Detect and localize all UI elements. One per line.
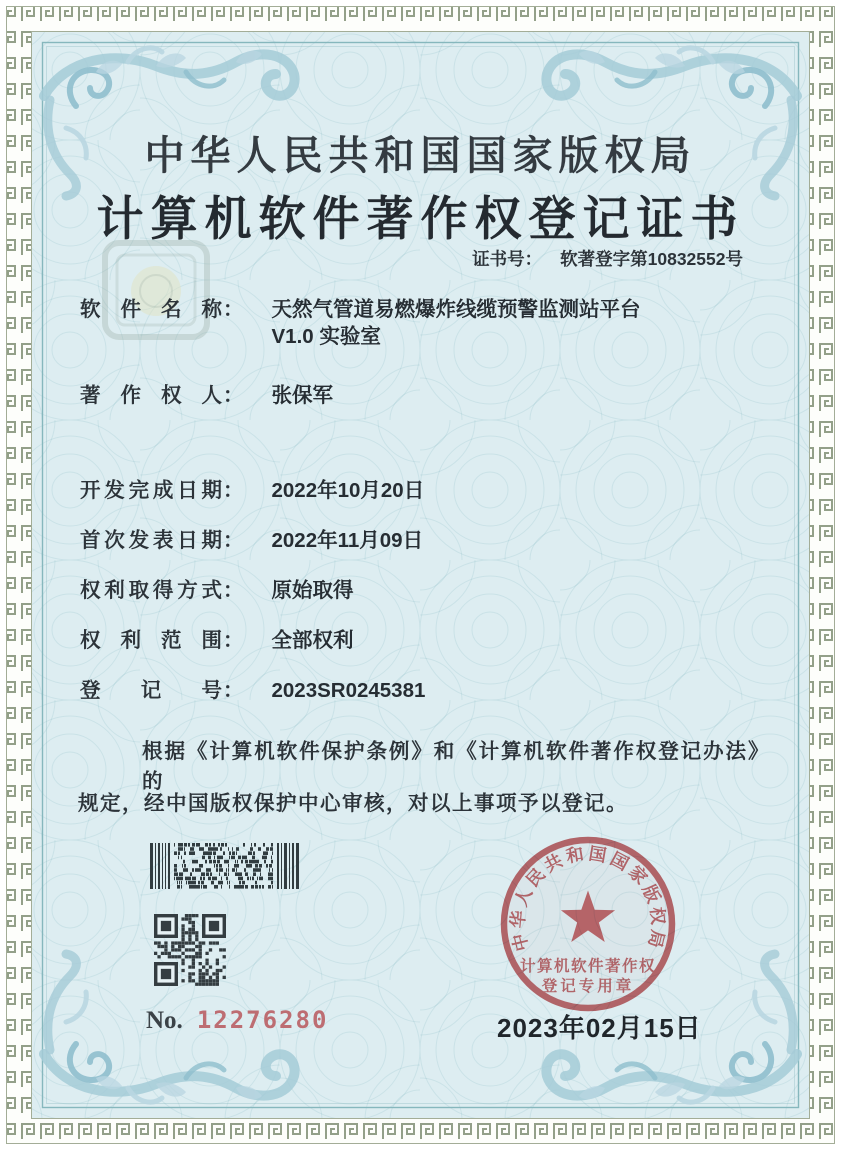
statement-line2: 规定，经中国版权保护中心审核，对以上事项予以登记。 [78, 792, 628, 815]
certificate-number-label: 证书号： [472, 249, 543, 269]
field-label: 登记号 [80, 679, 222, 702]
field-software-name [80, 296, 641, 350]
issue-date: 2023年02月15日 [497, 1013, 702, 1043]
field-label: 权利取得方式 [80, 579, 222, 602]
seal-ring-text: 中华人民共和国国家版权局 [507, 843, 669, 954]
field-colon: ： [223, 579, 244, 602]
serial-number-label: No. [146, 1007, 183, 1034]
field-colon: ： [223, 629, 244, 652]
qr-code [154, 914, 226, 986]
barcode [150, 843, 300, 889]
field-label: 软件名称 [80, 298, 222, 321]
software-name-line1: 天然气管道易燃爆炸线缆预警监测站平台 [271, 298, 641, 321]
field-value: 2022年11月09日 [271, 529, 424, 552]
field-value: 原始取得 [271, 579, 354, 602]
official-red-seal [478, 814, 698, 1034]
field-colon: ： [223, 679, 244, 702]
field-dev-complete-date [80, 477, 424, 504]
statement-line1: 根据《计算机软件保护条例》和《计算机软件著作权登记办法》的 [142, 740, 770, 793]
certificate-number-row [472, 246, 743, 271]
field-label: 著作权人 [80, 384, 222, 407]
field-value: 2023SR0245381 [271, 679, 426, 702]
field-colon: ： [223, 298, 244, 321]
field-colon: ： [223, 479, 244, 502]
field-colon: ： [223, 384, 244, 407]
serial-number-row [146, 1006, 328, 1035]
field-value: 2022年10月20日 [271, 479, 425, 502]
field-label: 权利范围 [80, 629, 222, 652]
seal-text-line2: 登记专用章 [541, 978, 635, 995]
field-first-publish-date [80, 527, 423, 554]
field-value: 张保军 [271, 384, 333, 407]
field-label: 首次发表日期 [80, 529, 222, 552]
field-value: 全部权利 [271, 629, 354, 652]
field-value [272, 296, 641, 350]
field-rights-acquisition [80, 577, 354, 604]
field-registration-number [80, 677, 425, 704]
field-label: 开发完成日期 [80, 479, 222, 502]
seal-text-line1: 计算机软件著作权 [519, 958, 657, 975]
certificate-number-value: 软著登字第10832552号 [560, 249, 743, 269]
software-name-line2: V1.0 实验室 [271, 325, 381, 348]
serial-number-value: 12276280 [196, 1006, 329, 1034]
field-rights-scope [80, 627, 354, 654]
issuer-title: 中华人民共和国国家版权局 [144, 133, 697, 178]
field-copyright-owner [80, 382, 333, 409]
field-colon: ： [223, 529, 244, 552]
certificate-title: 计算机软件著作权登记证书 [96, 194, 745, 246]
